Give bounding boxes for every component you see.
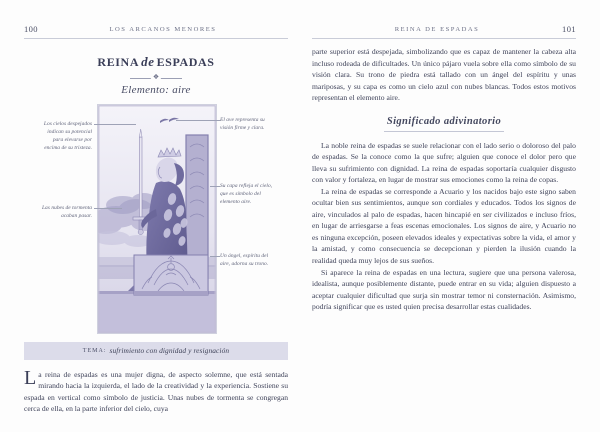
annotation-clouds: Las nubes de tormenta acaban pasar. <box>41 204 92 219</box>
title-word-2: espadas <box>156 51 215 70</box>
header-rule-right <box>312 38 576 39</box>
leader-line-bird <box>176 120 220 121</box>
header-rule-left <box>24 38 288 39</box>
card-illustration-block <box>24 104 288 336</box>
leader-line-sky <box>94 124 136 125</box>
page-title <box>24 52 288 71</box>
intro-paragraph <box>24 366 288 415</box>
leader-line-angel <box>210 256 220 257</box>
theme-label: TEMA: <box>82 347 107 354</box>
section-subheading: Significado adivinatorio <box>386 115 502 127</box>
divinatory-paragraph-2: La reina de espadas se corresponde a Acuario y los nacidos bajo este signo saben ocultar bien sus sentimientos, aunque son cordiales y educados. Todos los signos de aire, vinculados al palo de espadas, hacen hincapié en ser civilizados e incluso fríos, en lugar de arriesgarse a feas escenas emocionales. Los signos de aire, y Acuario no es ninguna excepción, poseen elevados ideales y expectativas sobre la vida, el amor y la amistad, y como consecuencia se decepcionan y pierden la ilusión cuando la realidad queda muy lejos de sus sueños. <box>312 186 576 265</box>
subheading-rule <box>384 131 504 132</box>
leader-line-clouds <box>94 208 122 209</box>
leader-line-cloak <box>210 186 220 187</box>
right-page <box>312 46 576 414</box>
annotation-angel: Un ángel, espíritu del aire, adorna su trono. <box>220 252 269 267</box>
left-page <box>24 46 288 414</box>
annotation-sky: Los cielos despejados indican su potencial para elevarse por encima de su tristeza. <box>43 120 92 152</box>
running-head-title-right: REINA DE ESPADAS <box>394 25 480 33</box>
folio-left: 100 <box>24 24 38 34</box>
running-head-title-left: LOS ARCANOS MENORES <box>109 25 217 33</box>
ornament-divider-icon <box>130 76 182 81</box>
intro-paragraph-text: a reina de espadas es una mujer digna, de aspecto solemne, que está sentada mirando hacia la izquierda, el lado de la creatividad y la experiencia. Sostiene su espada en vertical como símbolo de justicia. Unas nubes de tormenta se congregan cerca de ella, en la parte inferior del cielo, cuya <box>24 369 288 414</box>
tarot-card-frame <box>97 104 217 334</box>
continued-paragraph: parte superior está despejada, simbolizando que es capaz de mantener la cabeza alta incluso rodeada de dificultades. Un único pájaro vuela sobre ella como símbolo de su visión clara. Su trono de piedra está tallado con un ángel del espíritu y unas mariposas, y su capa es como un cielo azul con nubes blancas. Todos estos motivos representan el elemento aire. <box>312 47 576 103</box>
title-word-1: reina <box>97 51 140 70</box>
theme-banner <box>24 342 288 360</box>
running-head-left <box>24 22 288 36</box>
queen-of-swords-card-art <box>98 105 216 333</box>
folio-right: 101 <box>562 24 576 34</box>
drop-cap: L <box>24 366 37 389</box>
annotation-cloak: Su capa refleja el cielo, que es símbolo del elemento aire. <box>220 182 273 206</box>
running-head-right <box>312 22 576 36</box>
theme-text: sufrimiento con dignidad y resignación <box>109 346 230 356</box>
annotation-bird: El ave representa su visión firme y clara. <box>220 116 265 131</box>
title-connector: de <box>141 54 155 69</box>
divinatory-paragraph-3: Si aparece la reina de espadas en una lectura, sugiere que una persona valerosa, idealista, aunque posiblemente distante, puede entrar en su vida; alguien dispuesto a aceptar cualquier dificultad que surja sin mostrar temor ni consternación. Asimismo, podría significar que es usted quien precisa desarrollar estas cualidades. <box>312 267 576 312</box>
divinatory-paragraph-1: La noble reina de espadas se suele relacionar con el lado serio o doloroso del palo de espadas. Se la conoce como la que sufre; alguien que conoce el dolor pero que lleva su sufrimiento con dignidad. La reina de espadas soportaría cualquier disgusto con valor y fortaleza, en lugar de mostrar sus emociones como la reina de copas. <box>312 140 576 185</box>
element-subtitle: Elemento: aire <box>121 83 191 96</box>
